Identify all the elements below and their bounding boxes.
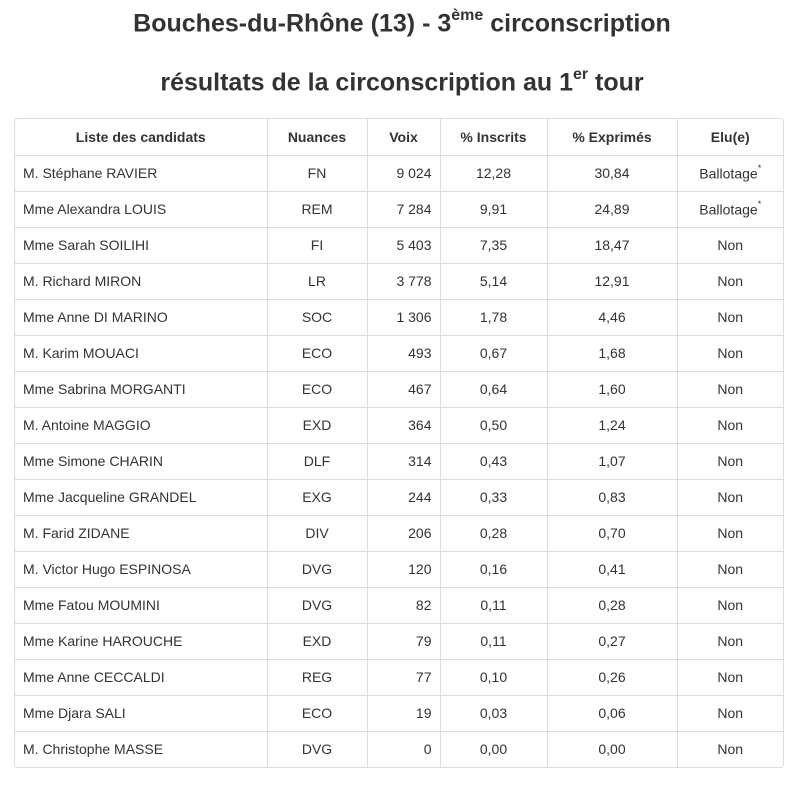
elu-status: Ballotage — [699, 201, 758, 218]
candidate-pct-inscrits: 0,33 — [440, 479, 547, 515]
candidate-elu — [677, 479, 783, 515]
candidate-nuance: EXD — [267, 623, 367, 659]
elu-status: Non — [717, 273, 744, 289]
elu-status: Non — [717, 345, 744, 361]
elu-status: Non — [717, 741, 744, 758]
footnote-mark: * — [757, 162, 762, 173]
elu-status: Non — [717, 453, 744, 469]
candidate-pct-inscrits: 1,78 — [440, 299, 547, 335]
table-row — [15, 227, 783, 263]
candidate-elu — [677, 731, 783, 767]
candidate-name: Mme Jacqueline GRANDEL — [15, 479, 267, 515]
candidate-voix: 7 284 — [367, 191, 440, 227]
candidate-name: M. Christophe MASSE — [15, 731, 267, 767]
candidate-nuance: DVG — [267, 731, 367, 767]
table-row — [15, 587, 783, 623]
candidate-nuance: REM — [267, 191, 367, 227]
column-header-elu: Elu(e) — [677, 119, 783, 155]
candidate-name: Mme Djara SALI — [15, 695, 267, 731]
column-header-candidats: Liste des candidats — [15, 119, 267, 155]
elu-status: Ballotage — [699, 165, 758, 182]
table-row — [15, 623, 783, 659]
elu-status: Non — [717, 381, 744, 397]
candidate-voix: 493 — [367, 335, 440, 371]
candidate-nuance: DVG — [267, 551, 367, 587]
table-row — [15, 155, 783, 191]
candidate-pct-exprimes: 1,24 — [547, 407, 677, 443]
page-title — [0, 2, 804, 39]
candidate-pct-exprimes: 0,83 — [547, 479, 677, 515]
candidate-pct-exprimes: 0,27 — [547, 623, 677, 659]
candidate-pct-exprimes: 0,00 — [547, 731, 677, 767]
candidate-elu — [677, 155, 783, 191]
candidate-name: M. Farid ZIDANE — [15, 515, 267, 551]
page-title-text: Bouches-du-Rhône (13) - 3 — [133, 9, 452, 38]
page-subtitle — [0, 61, 804, 98]
candidate-voix: 364 — [367, 407, 440, 443]
candidate-pct-inscrits: 0,11 — [440, 587, 547, 623]
candidate-name: Mme Fatou MOUMINI — [15, 587, 267, 623]
candidate-voix: 0 — [367, 731, 440, 767]
candidate-pct-exprimes: 1,68 — [547, 335, 677, 371]
candidate-elu — [677, 407, 783, 443]
candidate-pct-inscrits: 0,00 — [440, 731, 547, 767]
candidate-name: M. Antoine MAGGIO — [15, 407, 267, 443]
table-row — [15, 659, 783, 695]
table-row — [15, 551, 783, 587]
candidate-pct-exprimes: 18,47 — [547, 227, 677, 263]
candidate-pct-exprimes: 12,91 — [547, 263, 677, 299]
candidate-name: Mme Sarah SOILIHI — [15, 227, 267, 263]
candidate-voix: 244 — [367, 479, 440, 515]
candidate-pct-inscrits: 0,10 — [440, 659, 547, 695]
results-table-container — [14, 118, 784, 768]
footnote-mark: * — [757, 198, 762, 209]
candidate-name: Mme Simone CHARIN — [15, 443, 267, 479]
candidate-voix: 467 — [367, 371, 440, 407]
candidate-elu — [677, 227, 783, 263]
candidate-voix: 9 024 — [367, 155, 440, 191]
candidate-nuance: ECO — [267, 695, 367, 731]
candidate-pct-exprimes: 4,46 — [547, 299, 677, 335]
candidate-elu — [677, 623, 783, 659]
candidate-pct-exprimes: 0,26 — [547, 659, 677, 695]
candidate-elu — [677, 299, 783, 335]
table-row — [15, 191, 783, 227]
results-table-body — [15, 155, 783, 767]
candidate-elu — [677, 335, 783, 371]
candidate-pct-inscrits: 0,64 — [440, 371, 547, 407]
candidate-elu — [677, 659, 783, 695]
candidate-voix: 1 306 — [367, 299, 440, 335]
candidate-voix: 206 — [367, 515, 440, 551]
candidate-pct-inscrits: 0,11 — [440, 623, 547, 659]
table-row — [15, 335, 783, 371]
candidate-pct-exprimes: 1,60 — [547, 371, 677, 407]
candidate-pct-inscrits: 7,35 — [440, 227, 547, 263]
page-subtitle-text: résultats de la circonscription au 1 — [160, 68, 573, 97]
candidate-pct-exprimes: 30,84 — [547, 155, 677, 191]
candidate-elu — [677, 551, 783, 587]
table-row — [15, 263, 783, 299]
candidate-pct-inscrits: 12,28 — [440, 155, 547, 191]
candidate-pct-inscrits: 0,67 — [440, 335, 547, 371]
candidate-pct-exprimes: 1,07 — [547, 443, 677, 479]
candidate-elu — [677, 263, 783, 299]
candidate-pct-inscrits: 0,16 — [440, 551, 547, 587]
candidate-nuance: DVG — [267, 587, 367, 623]
page-subtitle-rest: tour — [588, 68, 644, 97]
candidate-pct-inscrits: 9,91 — [440, 191, 547, 227]
elu-status: Non — [717, 417, 744, 433]
candidate-nuance: DIV — [267, 515, 367, 551]
candidate-elu — [677, 443, 783, 479]
column-header-nuances: Nuances — [267, 119, 367, 155]
candidate-pct-exprimes: 0,28 — [547, 587, 677, 623]
candidate-pct-exprimes: 0,41 — [547, 551, 677, 587]
elu-status: Non — [717, 525, 744, 541]
candidate-nuance: FN — [267, 155, 367, 191]
candidate-name: Mme Sabrina MORGANTI — [15, 371, 267, 407]
candidate-name: Mme Anne CECCALDI — [15, 659, 267, 695]
table-row — [15, 371, 783, 407]
candidate-name: M. Stéphane RAVIER — [15, 155, 267, 191]
candidate-pct-inscrits: 0,28 — [440, 515, 547, 551]
candidate-name: M. Karim MOUACI — [15, 335, 267, 371]
candidate-elu — [677, 191, 783, 227]
candidate-voix: 79 — [367, 623, 440, 659]
page-title-superscript: ème — [451, 7, 484, 24]
candidate-nuance: EXG — [267, 479, 367, 515]
candidate-voix: 314 — [367, 443, 440, 479]
candidate-nuance: LR — [267, 263, 367, 299]
column-header-voix: Voix — [367, 119, 440, 155]
candidate-nuance: SOC — [267, 299, 367, 335]
candidate-elu — [677, 515, 783, 551]
elu-status: Non — [717, 561, 744, 577]
page-subtitle-superscript: er — [572, 66, 589, 83]
candidate-elu — [677, 371, 783, 407]
candidate-nuance: DLF — [267, 443, 367, 479]
candidate-voix: 77 — [367, 659, 440, 695]
candidate-name: Mme Anne DI MARINO — [15, 299, 267, 335]
table-header-row — [15, 119, 783, 155]
results-table — [15, 119, 783, 767]
table-row — [15, 695, 783, 731]
elu-status: Non — [717, 237, 744, 253]
candidate-voix: 5 403 — [367, 227, 440, 263]
candidate-nuance: EXD — [267, 407, 367, 443]
candidate-elu — [677, 587, 783, 623]
candidate-nuance: FI — [267, 227, 367, 263]
candidate-voix: 120 — [367, 551, 440, 587]
table-row — [15, 479, 783, 515]
candidate-name: M. Victor Hugo ESPINOSA — [15, 551, 267, 587]
table-row — [15, 299, 783, 335]
candidate-voix: 82 — [367, 587, 440, 623]
elu-status: Non — [717, 669, 744, 685]
table-row — [15, 731, 783, 767]
elu-status: Non — [717, 633, 744, 649]
candidate-pct-inscrits: 0,03 — [440, 695, 547, 731]
candidate-pct-inscrits: 5,14 — [440, 263, 547, 299]
candidate-elu — [677, 695, 783, 731]
candidate-name: Mme Karine HAROUCHE — [15, 623, 267, 659]
elu-status: Non — [717, 309, 744, 325]
elu-status: Non — [717, 705, 744, 721]
table-row — [15, 515, 783, 551]
table-row — [15, 407, 783, 443]
column-header-exprimes: % Exprimés — [547, 119, 677, 155]
candidate-pct-exprimes: 24,89 — [547, 191, 677, 227]
column-header-inscrits: % Inscrits — [440, 119, 547, 155]
candidate-name: Mme Alexandra LOUIS — [15, 191, 267, 227]
candidate-pct-inscrits: 0,50 — [440, 407, 547, 443]
candidate-pct-exprimes: 0,06 — [547, 695, 677, 731]
candidate-pct-inscrits: 0,43 — [440, 443, 547, 479]
candidate-pct-exprimes: 0,70 — [547, 515, 677, 551]
candidate-nuance: REG — [267, 659, 367, 695]
candidate-name: M. Richard MIRON — [15, 263, 267, 299]
candidate-nuance: ECO — [267, 335, 367, 371]
table-row — [15, 443, 783, 479]
elu-status: Non — [717, 489, 744, 505]
elu-status: Non — [717, 597, 744, 613]
candidate-nuance: ECO — [267, 371, 367, 407]
candidate-voix: 19 — [367, 695, 440, 731]
candidate-voix: 3 778 — [367, 263, 440, 299]
page-title-rest: circonscription — [483, 9, 671, 38]
